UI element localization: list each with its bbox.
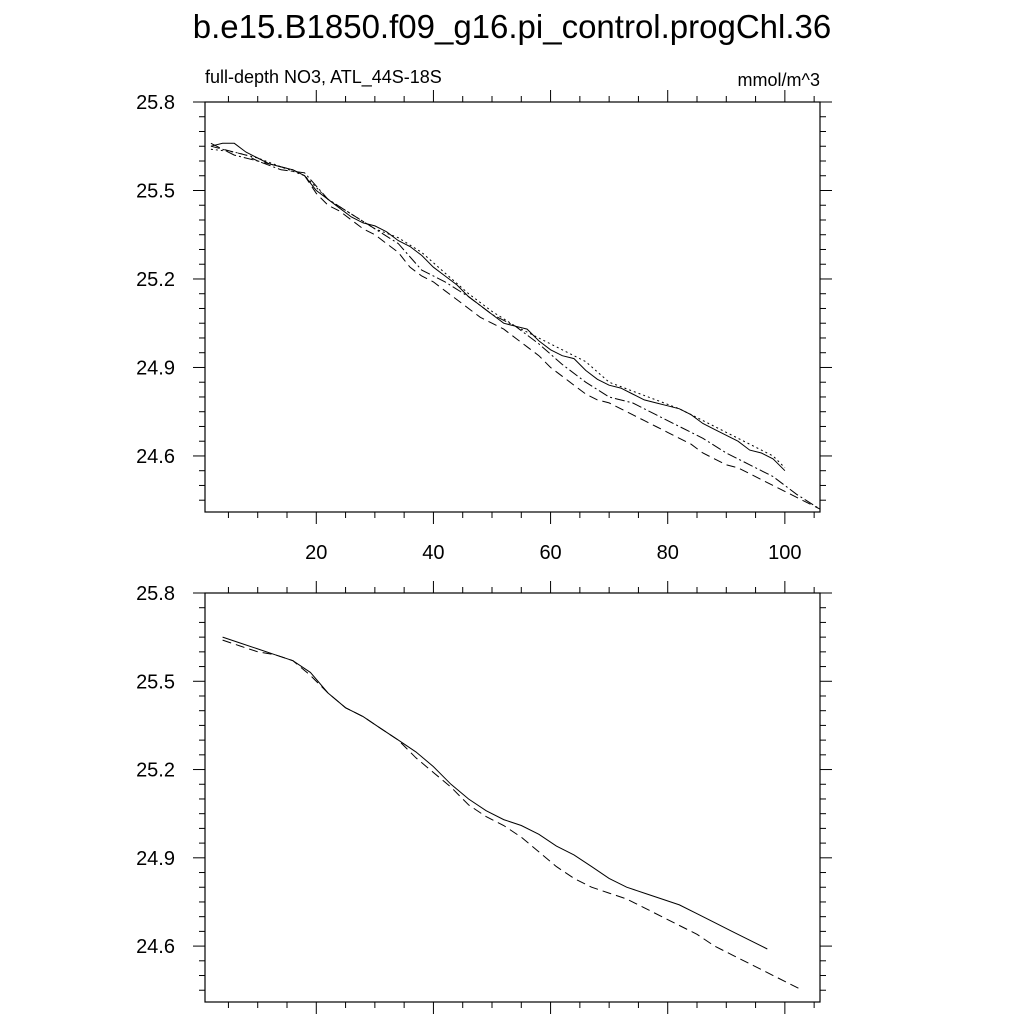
y-tick-label: 25.2 bbox=[136, 268, 175, 291]
y-tick-label: 25.2 bbox=[136, 759, 175, 782]
y-tick-label: 25.5 bbox=[136, 180, 175, 203]
series-line-solid bbox=[211, 143, 785, 470]
y-tick-label: 25.5 bbox=[136, 671, 175, 694]
x-tick-label: 60 bbox=[539, 542, 562, 564]
y-tick-label: 25.8 bbox=[136, 92, 175, 114]
panel-1-units-label: mmol/m^3 bbox=[737, 70, 820, 90]
x-tick-label: 100 bbox=[768, 542, 802, 564]
x-tick-label: 40 bbox=[422, 542, 445, 564]
y-tick-label: 24.6 bbox=[136, 936, 175, 959]
y-tick-label: 25.8 bbox=[136, 583, 175, 605]
panel-1-subtitle-left: full-depth NO3, ATL_44S-18S bbox=[205, 67, 442, 87]
y-tick-label: 24.9 bbox=[136, 357, 175, 380]
y-tick-label: 24.6 bbox=[136, 445, 175, 468]
panel-2-plot bbox=[136, 581, 832, 1014]
x-tick-label: 80 bbox=[656, 542, 679, 564]
chart-title: b.e15.B1850.f09_g16.pi_control.progChl.36 bbox=[192, 8, 832, 45]
panel-1-plot bbox=[136, 90, 832, 564]
series-line-dashdot bbox=[211, 143, 820, 509]
plot-frame bbox=[205, 102, 820, 512]
y-tick-label: 24.9 bbox=[136, 847, 175, 870]
series-line-dashed bbox=[223, 640, 803, 990]
x-tick-label: 20 bbox=[305, 542, 328, 564]
plot-frame bbox=[205, 593, 820, 1002]
series-line-solid bbox=[223, 637, 768, 949]
